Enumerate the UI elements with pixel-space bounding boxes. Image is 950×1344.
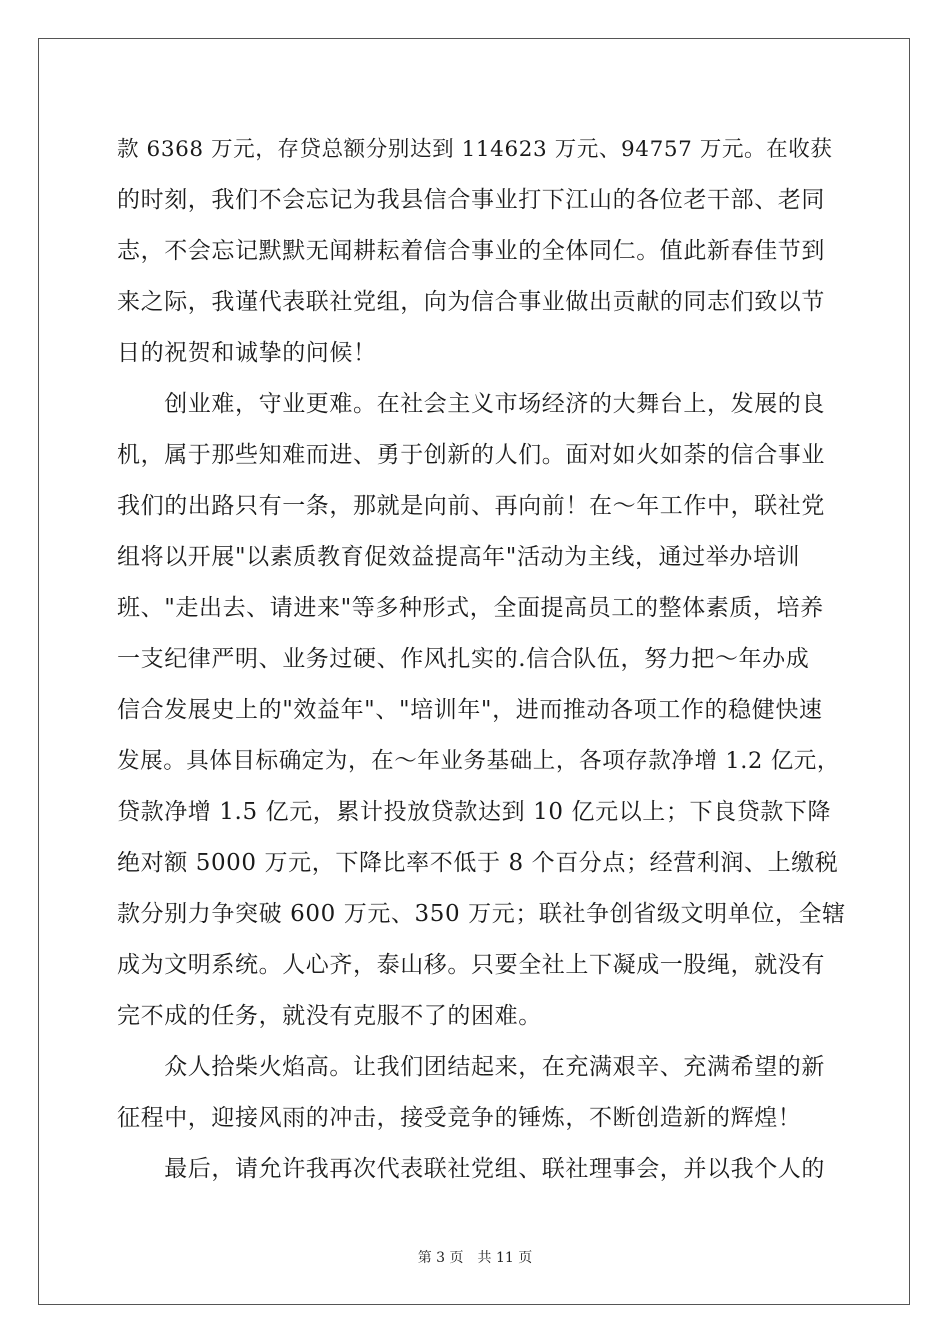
text-line: 众人拾柴火焰高。让我们团结起来，在充满艰辛、充满希望的新 [117,1054,825,1080]
page-footer [0,1247,950,1267]
text-line: 款 6368 万元，存贷总额分别达到 114623 万元、94757 万元。在收获 [117,137,833,162]
text-line: 最后，请允许我再次代表联社党组、联社理事会，并以我个人的 [117,1156,825,1182]
text-line: 的时刻，我们不会忘记为我县信合事业打下江山的各位老干部、老同 [117,187,825,213]
text-line: 成为文明系统。人心齐，泰山移。只要全社上下凝成一股绳，就没有 [117,952,825,978]
page-total: 共 11 页 [477,1250,533,1266]
text-line: 绝对额 5000 万元，下降比率不低于 8 个百分点；经营利润、上缴税 [117,850,839,876]
text-line: 一支纪律严明、业务过硬、作风扎实的.信合队伍，努力把～年办成 [117,646,810,672]
body-text [117,124,846,1195]
text-line: 发展。具体目标确定为，在～年业务基础上，各项存款净增 1.2 亿元， [117,748,840,774]
text-line: 机，属于那些知难而进、勇于创新的人们。面对如火如荼的信合事业 [117,442,825,468]
text-line: 班、"走出去、请进来"等多种形式，全面提高员工的整体素质，培养 [117,595,824,621]
text-line: 征程中，迎接风雨的冲击，接受竞争的锤炼，不断创造新的辉煌！ [117,1105,802,1131]
page-number: 第 3 页 [417,1250,464,1266]
text-line: 组将以开展"以素质教育促效益提高年"活动为主线，通过举办培训 [117,544,801,570]
text-line: 志，不会忘记默默无闻耕耘着信合事业的全体同仁。值此新春佳节到 [117,238,825,264]
text-line: 创业难，守业更难。在社会主义市场经济的大舞台上，发展的良 [117,391,825,417]
text-line: 来之际，我谨代表联社党组，向为信合事业做出贡献的同志们致以节 [117,289,825,315]
text-line: 信合发展史上的"效益年"、"培训年"，进而推动各项工作的稳健快速 [117,697,823,723]
text-line: 我们的出路只有一条，那就是向前、再向前！在～年工作中，联社党 [117,493,825,519]
text-line: 款分别力争突破 600 万元、350 万元；联社争创省级文明单位，全辖 [117,901,846,927]
text-line: 贷款净增 1.5 亿元，累计投放贷款达到 10 亿元以上；下良贷款下降 [117,799,832,825]
text-line: 日的祝贺和诚挚的问候！ [117,340,377,366]
text-line: 完不成的任务，就没有克服不了的困难。 [117,1003,542,1029]
